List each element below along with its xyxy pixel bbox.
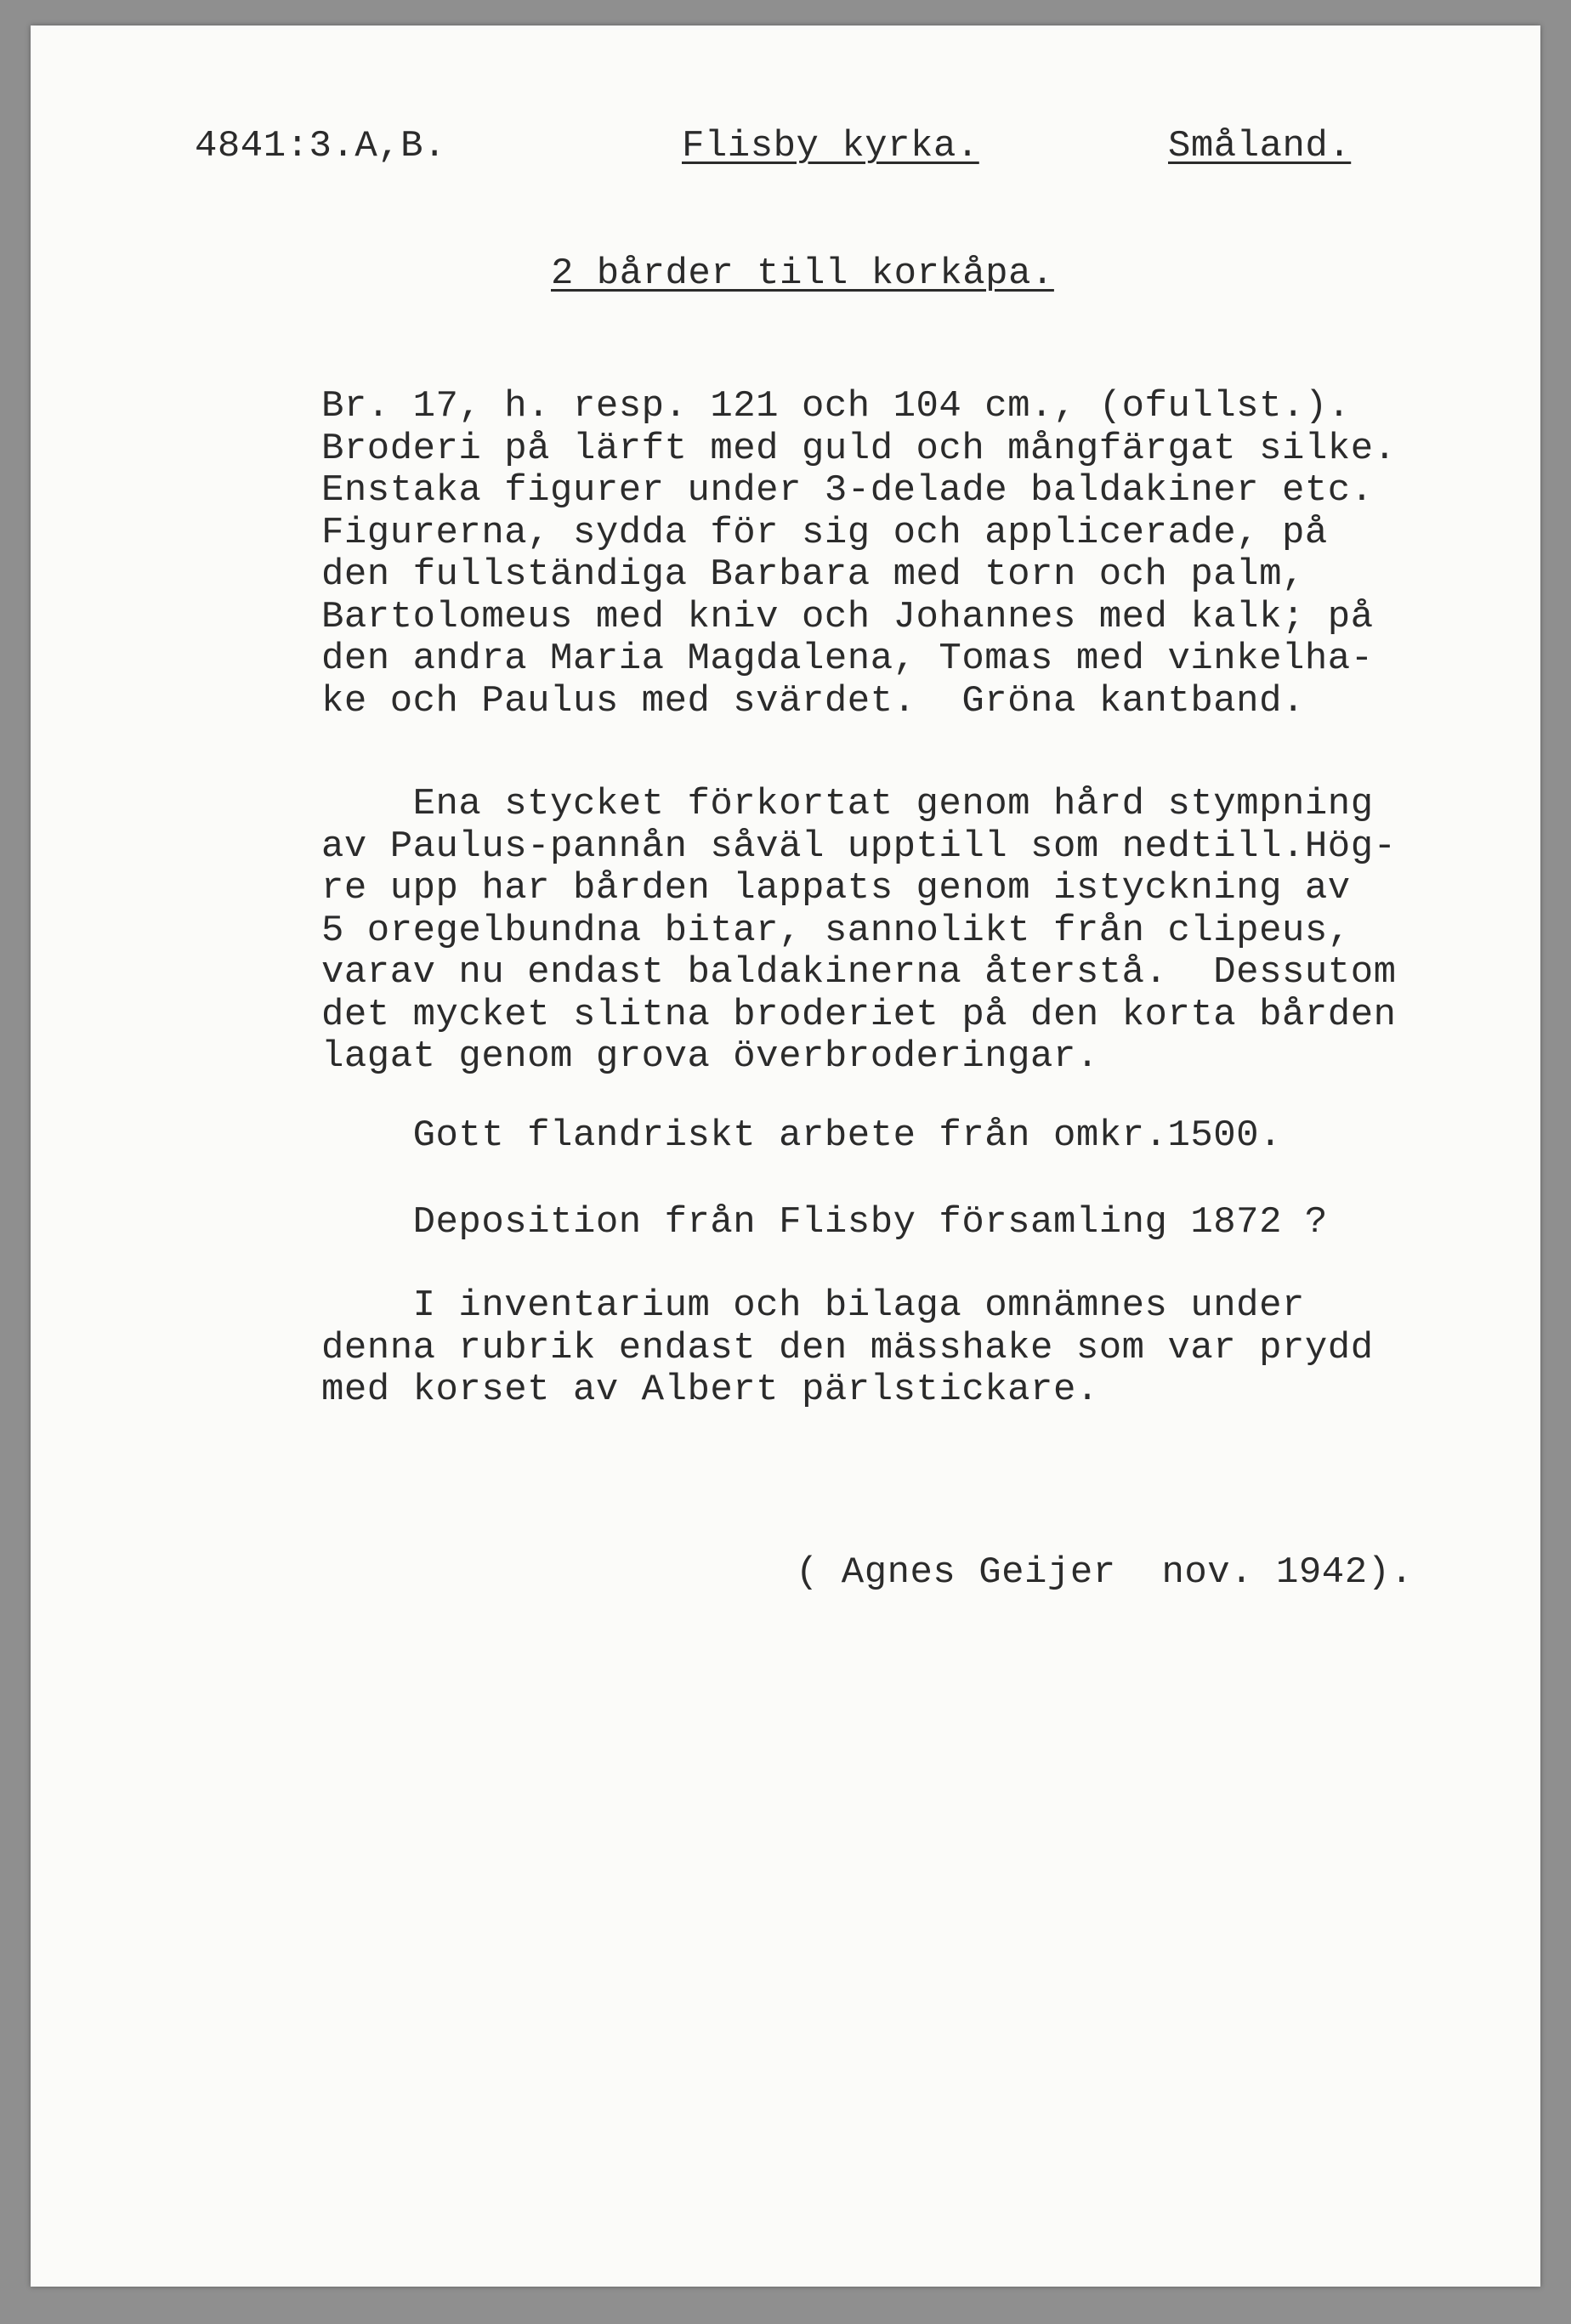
text-line: 5 oregelbundna bitar, sannolikt från clipeus, (321, 909, 1351, 952)
text-line: Gott flandriskt arbete från omkr.1500. (321, 1114, 1282, 1157)
text-line: I inventarium och bilaga omnämnes under (321, 1284, 1305, 1327)
document-title: 2 bårder till korkåpa. (551, 252, 1054, 295)
text-line: Broderi på lärft med guld och mångfärgat silke. (321, 427, 1397, 470)
text-line: av Paulus-pannån såväl upptill som nedtill.Hög- (321, 825, 1397, 868)
region-name: Småland. (1168, 125, 1352, 167)
condition-paragraph (321, 784, 1397, 1079)
archive-card (31, 26, 1540, 2287)
text-line: lagat genom grova överbroderingar. (321, 1035, 1099, 1078)
church-name: Flisby kyrka. (682, 125, 979, 167)
text-line: Figurerna, sydda för sig och applicerade, på (321, 511, 1328, 554)
text-line: den fullständiga Barbara med torn och palm, (321, 553, 1305, 596)
inventory-paragraph (321, 1285, 1374, 1412)
description-paragraph (321, 386, 1397, 723)
catalog-number: 4841:3.A,B. (195, 125, 446, 167)
deposition-paragraph (321, 1202, 1328, 1244)
text-line: det mycket slitna broderiet på den korta bården (321, 993, 1397, 1036)
text-line: den andra Maria Magdalena, Tomas med vinkelha- (321, 638, 1374, 680)
text-line: Ena stycket förkortat genom hård stympning (321, 783, 1374, 825)
text-line: re upp har bården lappats genom istyckning av (321, 867, 1351, 910)
text-line: Br. 17, h. resp. 121 och 104 cm., (ofullst.). (321, 385, 1351, 428)
text-line: denna rubrik endast den mässhake som var prydd (321, 1326, 1374, 1369)
author-signature: ( Agnes Geijer nov. 1942). (796, 1551, 1414, 1594)
text-line: varav nu endast baldakinerna återstå. Dessutom (321, 951, 1397, 994)
text-line: ke och Paulus med svärdet. Gröna kantband. (321, 679, 1305, 723)
origin-paragraph (321, 1115, 1282, 1158)
text-line: Bartolomeus med kniv och Johannes med kalk; på (321, 595, 1374, 638)
text-line: Enstaka figurer under 3-delade baldakiner etc. (321, 469, 1374, 512)
text-line: med korset av Albert pärlstickare. (321, 1369, 1099, 1411)
text-line: Deposition från Flisby församling 1872 ? (321, 1201, 1328, 1244)
